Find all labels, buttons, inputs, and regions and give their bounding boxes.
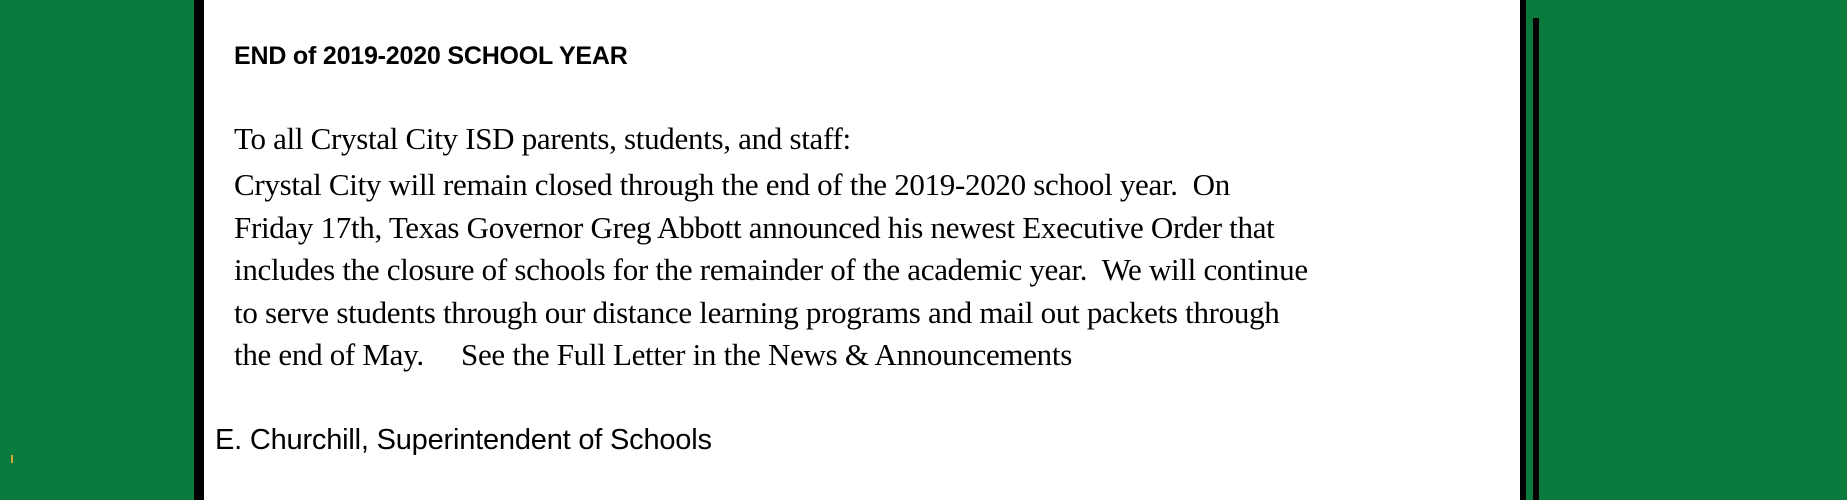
body-line: the end of May. See the Full Letter in the News & Announcements	[234, 337, 1072, 372]
announcement-body	[234, 164, 1308, 377]
body-line: Friday 17th, Texas Governor Greg Abbott announced his newest Executive Order that	[234, 209, 1275, 245]
superintendent-signature: E. Churchill, Superintendent of Schools	[215, 424, 712, 456]
announcement-greeting: To all Crystal City ISD parents, students, and staff:	[234, 121, 851, 156]
announcement-heading: END of 2019-2020 SCHOOL YEAR	[234, 42, 628, 70]
body-line: to serve students through our distance learning programs and mail out packets through	[234, 294, 1280, 330]
panel-right-shadow-border	[1533, 18, 1539, 500]
panel-left-border	[194, 0, 204, 500]
decorative-speck	[11, 455, 13, 463]
body-line: includes the closure of schools for the remainder of the academic year. We will continue	[234, 252, 1308, 287]
body-line: Crystal City will remain closed through the end of the 2019-2020 school year. On	[234, 167, 1230, 202]
panel-right-gap	[1526, 0, 1533, 500]
